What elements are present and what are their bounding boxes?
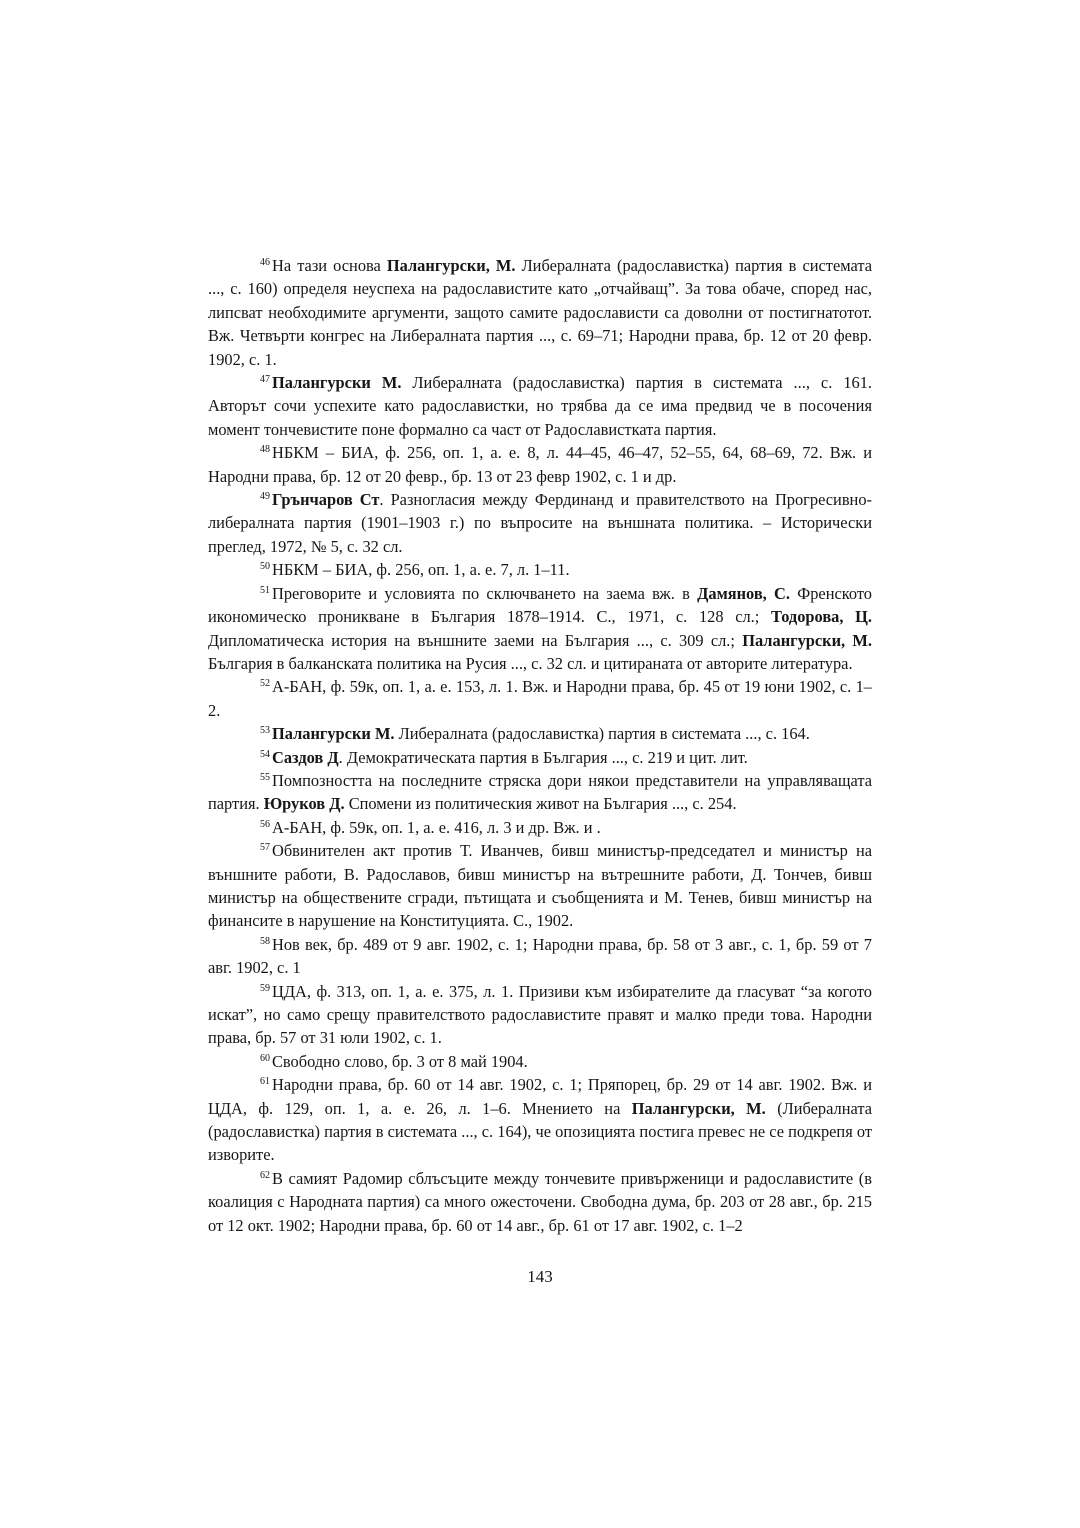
- footnote-author: Юруков Д.: [263, 794, 345, 814]
- footnote-text: Либералната (радославистка) партия в системата ..., с. 161. Авторът сочи успехите като радославистки, но трябва да се има предвид че в посочения момент тончевистите поне формално са част от Радославистката партия.: [208, 373, 872, 439]
- footnote-text: Дипломатическа история на външните заеми на България ..., с. 309 сл.;: [208, 630, 743, 650]
- footnote-number: 56: [260, 818, 270, 830]
- footnote-number: 62: [260, 1169, 270, 1181]
- footnote: [208, 371, 872, 441]
- footnote-number: 59: [260, 982, 270, 994]
- footnote-author: Палангурски М.: [272, 373, 402, 393]
- page-number: 143: [527, 1267, 553, 1286]
- footnote: [208, 1050, 872, 1073]
- footnote-number: 50: [260, 561, 270, 573]
- footnote: [208, 1167, 872, 1237]
- footnote-number: 46: [260, 257, 270, 268]
- footnote-text: А-БАН, ф. 59к, оп. 1, а. е. 416, л. 3 и др. Вж. и .: [272, 817, 601, 837]
- footnote: [208, 722, 872, 745]
- footnote-text: Свободно слово, бр. 3 от 8 май 1904.: [272, 1051, 528, 1071]
- footnote: [208, 839, 872, 933]
- footnote-text: Спомени из политическия живот на България ..., с. 254.: [344, 794, 737, 814]
- footnote: [208, 441, 872, 488]
- footnote: [208, 582, 872, 676]
- footnote-number: 58: [260, 935, 270, 947]
- footnote-text: ЦДА, ф. 313, оп. 1, а. е. 375, л. 1. Призиви към избирателите да гласуват “за когото искат”, но само срещу правителството радославистите правят и малко преди това. Народни права, бр. 57 от 31 юли 1902, с. 1.: [208, 981, 872, 1048]
- footnote: [208, 769, 872, 816]
- footnote-text: Нов век, бр. 489 от 9 авг. 1902, с. 1; Народни права, бр. 58 от 3 авг., с. 1, бр. 59 от 7 авг. 1902, с. 1: [208, 934, 872, 978]
- footnote-number: 61: [260, 1076, 270, 1088]
- footnote: [208, 816, 872, 839]
- footnote-text: . Разногласия между Фердинанд и правителството на Прогресивно-либералната партия (1901–1903 г.) по въпросите на външната политика. – Исторически преглед, 1972, № 5, с. 32 сл.: [208, 490, 872, 556]
- footnote-text: В самият Радомир сблъсъците между тончевите привърженици и радославистите (в коалиция с Народната партия) са много ожесточени. Свободна дума, бр. 203 от 28 авг., бр. 215 от 12 окт. 1902; Народни права, бр. 60 от 14 авг., бр. 61 от 17 авг. 1902, с. 1–2: [208, 1168, 872, 1235]
- footnote-text: Преговорите и условията по сключването на заема вж. в: [272, 583, 698, 603]
- footnote-author: Тодорова, Ц.: [771, 607, 872, 627]
- footnote-author: Палангурски, М.: [631, 1098, 766, 1118]
- footnote-text: Либералната (радославистка) партия в системата ..., с. 164.: [394, 724, 810, 744]
- footnote-text: Либералната (радославистка) партия в системата ..., с. 160) определя неуспеха на радославистите като „отчайващ”. За това обаче, според нас, липсват необходимите аргументи, защото самите радослависти са доволни от постигнатотот. Вж. Четвърти конгрес на Либералната партия ..., с. 69–71; Народни права, бр. 12 от 20 февр. 1902, с. 1.: [208, 256, 872, 369]
- footnote-number: 57: [260, 842, 270, 854]
- footnotes-block: [208, 254, 872, 1237]
- footnote-number: 51: [260, 584, 270, 596]
- footnote-text: . Демократическата партия в България ..., с. 219 и цит. лит.: [338, 747, 748, 767]
- footnote-number: 60: [260, 1052, 270, 1064]
- footnote-author: Палангурски, М.: [386, 256, 516, 275]
- footnote-author: Палангурски, М.: [742, 630, 872, 650]
- footnote-number: 49: [260, 491, 270, 503]
- footnote-author: Палангурски М.: [272, 724, 395, 744]
- footnote-text: На тази основа: [272, 256, 387, 275]
- footnote-author: Грънчаров Ст: [272, 490, 380, 510]
- footnote-text: България в балканската политика на Русия ..., с. 32 сл. и цитираната от авторите литература.: [208, 653, 853, 673]
- footnote: [208, 254, 872, 371]
- footnote-number: 53: [260, 725, 270, 737]
- footnote: [208, 933, 872, 980]
- footnote-author: Дамянов, С.: [697, 583, 790, 603]
- footnote: [208, 558, 872, 581]
- footnote-number: 48: [260, 444, 270, 456]
- footnote: [208, 488, 872, 558]
- footnote-text: Народни права, бр. 60 от 14 авг. 1902, с. 1; Пряпорец, бр. 29 от 14 авг. 1902. Вж. и ЦДА, ф. 129, оп. 1, а. е. 26, л. 1–6. Мнението на: [208, 1075, 872, 1118]
- footnote: [208, 1073, 872, 1167]
- footnote: [208, 980, 872, 1050]
- footnote-text: Помпозността на последните стряска дори някои представители на управляващата партия.: [208, 770, 872, 814]
- footnote-text: НБКМ – БИА, ф. 256, оп. 1, а. е. 8, л. 44–45, 46–47, 52–55, 64, 68–69, 72. Вж. и Народни права, бр. 12 от 20 февр., бр. 13 от 23 февр 1902, с. 1 и др.: [208, 443, 872, 486]
- footnote-number: 55: [260, 771, 270, 783]
- footnote-number: 52: [260, 678, 270, 690]
- footnote-number: 54: [260, 748, 270, 760]
- footnote: [208, 746, 872, 769]
- footnote-text: Обвинителен акт против Т. Иванчев, бивш министър-председател и министър на външните работи, В. Радославов, бивш министър на вътрешните работи, Д. Тончев, бивш министър на обществените сгради, пътищата и съобщенията и М. Тенев, бивш министър на финансите в нарушение на Конституцията. С., 1902.: [208, 841, 872, 931]
- footnote-text: А-БАН, ф. 59к, оп. 1, а. е. 153, л. 1. Вж. и Народни права, бр. 45 от 19 юни 1902, с. 1–2.: [208, 677, 872, 720]
- footnote-text: Френското икономическо проникване в България 1878–1914. С., 1971, с. 128 сл.;: [208, 583, 872, 627]
- footnote-author: Саздов Д: [272, 747, 339, 767]
- footnote-text: (Либералната (радославистка) партия в системата ..., с. 164), че опозицията постига превес не се подкрепя от изворите.: [208, 1098, 872, 1165]
- footnote-text: НБКМ – БИА, ф. 256, оп. 1, а. е. 7, л. 1–11.: [272, 560, 570, 580]
- footnote-number: 47: [260, 374, 270, 386]
- footnote: [208, 675, 872, 722]
